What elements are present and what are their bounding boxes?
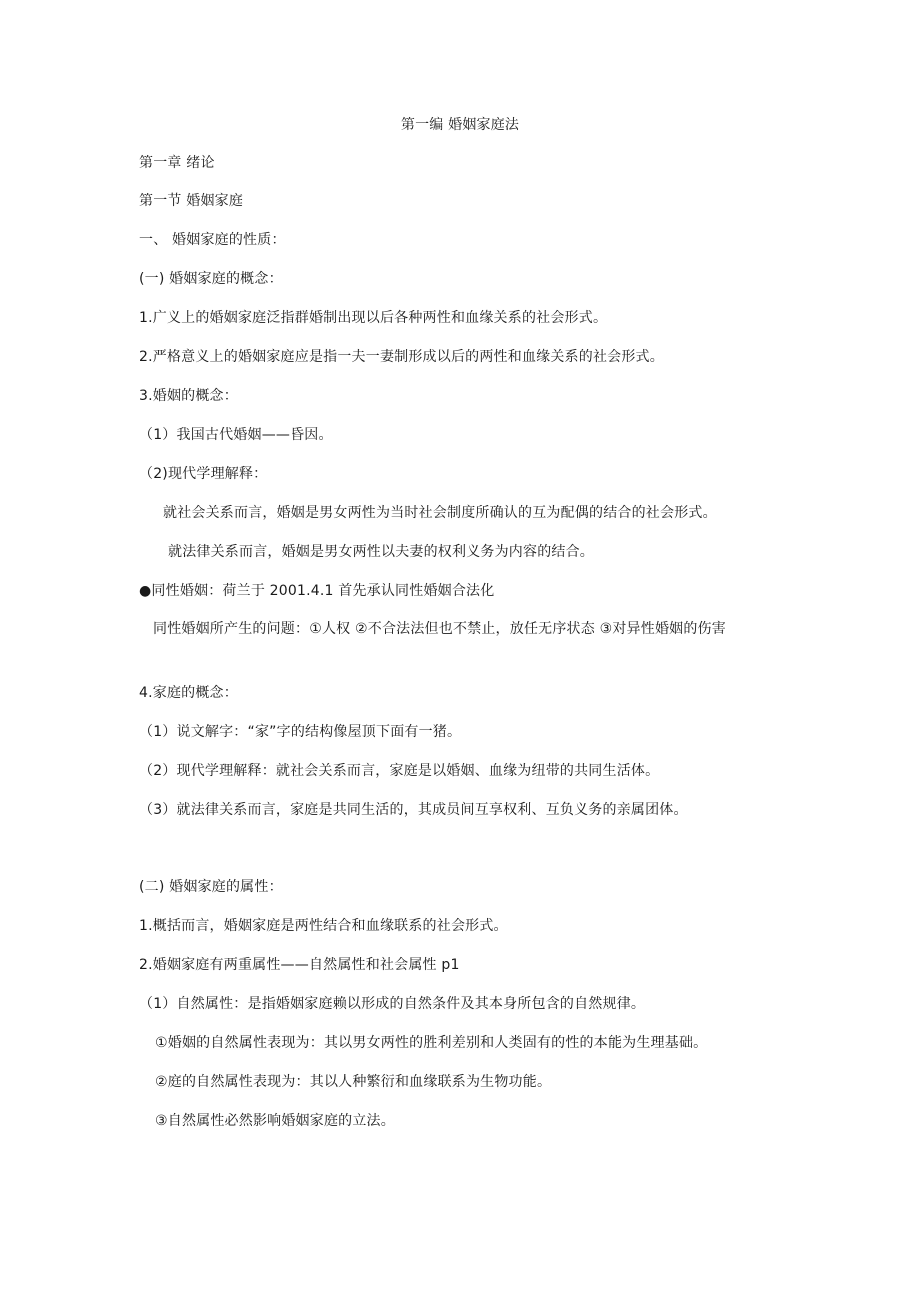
paragraph: 就社会关系而言，婚姻是男女两性为当时社会制度所确认的互为配偶的结合的社会形式。	[163, 505, 717, 521]
paragraph: 2.婚姻家庭有两重属性——自然属性和社会属性 p1	[139, 957, 460, 973]
section-heading: 第一节 婚姻家庭	[139, 193, 244, 209]
paragraph: （1）我国古代婚姻——昏因。	[139, 427, 333, 443]
bullet-paragraph: ●同性婚姻：荷兰于 2001.4.1 首先承认同性婚姻合法化	[139, 583, 495, 599]
paragraph: （1）说文解字：“家”字的结构像屋顶下面有一猪。	[139, 724, 462, 740]
paragraph: （2)现代学理解释：	[139, 466, 268, 482]
paragraph: （3）就法律关系而言，家庭是共同生活的，其成员间互享权利、互负义务的亲属团体。	[139, 802, 688, 818]
paragraph: 3.婚姻的概念：	[139, 388, 238, 404]
item-heading: (一) 婚姻家庭的概念：	[139, 271, 283, 287]
subsection-heading: 一、 婚姻家庭的性质：	[139, 232, 286, 248]
paragraph: ③自然属性必然影响婚姻家庭的立法。	[155, 1113, 395, 1129]
item-heading: (二) 婚姻家庭的属性：	[139, 879, 283, 895]
document-title: 第一编 婚姻家庭法	[400, 117, 520, 133]
paragraph: 同性婚姻所产生的问题：①人权 ②不合法法但也不禁止，放任无序状态 ③对异性婚姻的伤害	[153, 621, 726, 637]
paragraph: 2.严格意义上的婚姻家庭应是指一夫一妻制形成以后的两性和血缘关系的社会形式。	[139, 349, 664, 365]
paragraph: （2）现代学理解释：就社会关系而言，家庭是以婚姻、血缘为纽带的共同生活体。	[139, 763, 660, 779]
paragraph: 1.概括而言，婚姻家庭是两性结合和血缘联系的社会形式。	[139, 918, 508, 934]
paragraph: （1）自然属性：是指婚姻家庭赖以形成的自然条件及其本身所包含的自然规律。	[139, 996, 646, 1012]
paragraph: 4.家庭的概念：	[139, 685, 238, 701]
paragraph: ②庭的自然属性表现为：其以人种繁衍和血缘联系为生物功能。	[155, 1074, 552, 1090]
paragraph: ①婚姻的自然属性表现为：其以男女两性的胜利差别和人类固有的性的本能为生理基础。	[155, 1035, 708, 1051]
chapter-heading: 第一章 绪论	[139, 155, 215, 171]
paragraph: 就法律关系而言，婚姻是男女两性以夫妻的权利义务为内容的结合。	[168, 544, 594, 560]
paragraph: 1.广义上的婚姻家庭泛指群婚制出现以后各种两性和血缘关系的社会形式。	[139, 310, 608, 326]
